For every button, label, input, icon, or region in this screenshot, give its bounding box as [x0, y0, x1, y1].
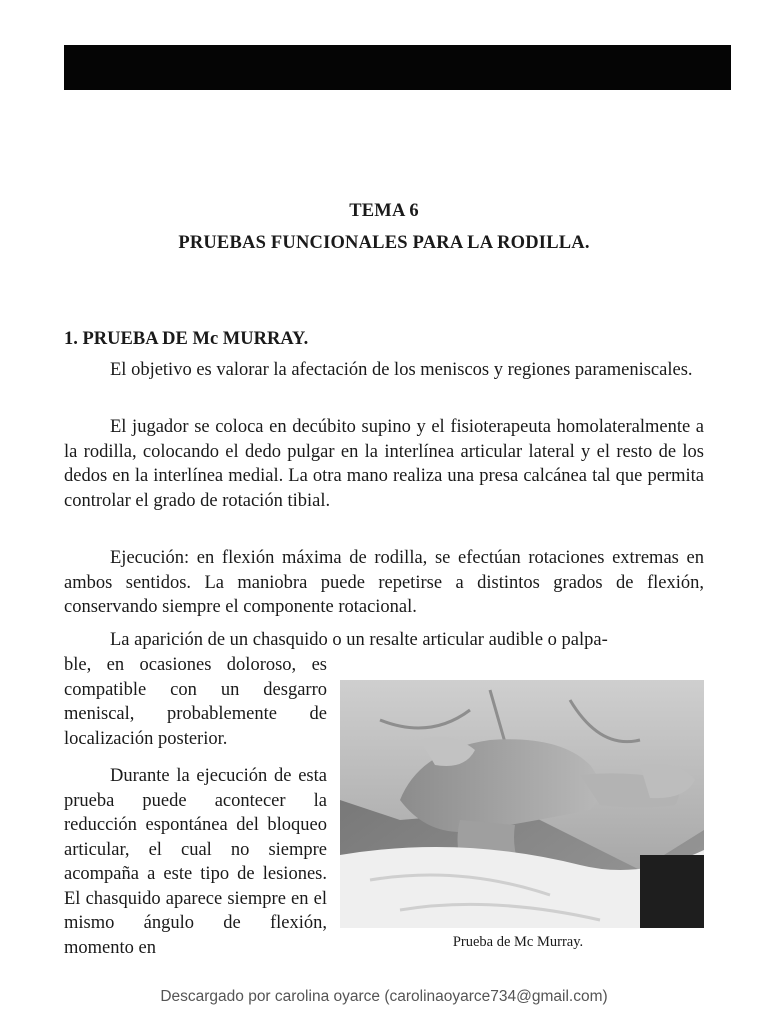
paragraph-findings-start: La aparición de un chasquido o un resalte articular audible o palpa-	[110, 630, 608, 650]
paragraph-findings-cont: ble, en ocasiones doloroso, es compatible con un desgarro meniscal, probablemente de localización posterior.	[64, 655, 327, 749]
section-heading: 1. PRUEBA DE Mc MURRAY.	[64, 329, 309, 349]
paragraph-objective: El objetivo es valorar la afectación de los meniscos y regiones parameniscales.	[110, 360, 693, 380]
header-bar	[64, 45, 731, 90]
download-footer: Descargado por carolina oyarce (carolinaoyarce734@gmail.com)	[160, 988, 608, 1005]
mcmurray-test-photo	[340, 680, 704, 928]
paragraph-execution: Ejecución: en flexión máxima de rodilla, se efectúan rotaciones extremas en ambos sentidos. La maniobra puede repetirse a distintos grados de flexión, conservando siempre el componente rotacional.	[64, 548, 704, 617]
photo-caption: Prueba de Mc Murray.	[452, 934, 584, 950]
paragraph-reduction: Durante la ejecución de esta prueba puede acontecer la reducción espontánea del bloqueo articular, el cual no siempre acompaña a este tipo de lesiones. El chasquido aparece siempre en el mismo ángulo de flexión, momento en	[64, 766, 327, 958]
paragraph-position: El jugador se coloca en decúbito supino y el fisioterapeuta homolateralmente a la rodilla, colocando el dedo pulgar en la interlínea articular lateral y el resto de los dedos en la interlínea medial. La otra mano realiza una presa calcánea tal que permita controlar el grado de rotación tibial.	[64, 417, 704, 511]
chapter-number: TEMA 6	[349, 201, 419, 221]
chapter-title: PRUEBAS FUNCIONALES PARA LA RODILLA.	[178, 233, 590, 253]
